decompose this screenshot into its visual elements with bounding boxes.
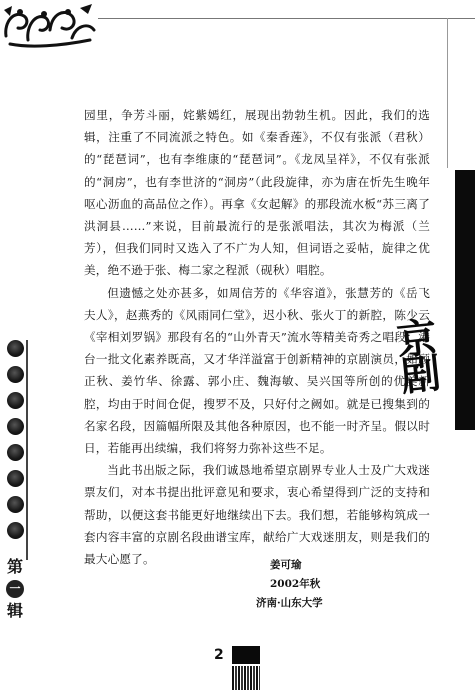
bullet-dot-icon [7, 418, 24, 435]
author-name: 姜可瑜 [270, 559, 302, 571]
volume-suffix: 辑 [6, 601, 23, 620]
bullet-dot-icon [7, 470, 24, 487]
side-dot-column [4, 340, 30, 548]
bullet-dot-icon [7, 522, 24, 539]
bullet-dot-icon [7, 340, 24, 357]
section-tab [455, 170, 475, 430]
paragraph: 当此书出版之际，我们诚恳地希望京剧界专业人士及广大戏迷票友们，对本书提出批评意见和要求，衷心希望得到广泛的支持和帮助，以便这套书能更好地继续出下去。我们想，若能够构筑成一套内容丰富的京剧名段曲谱宝库，献给广大戏迷朋友，则是我们的最大心愿了。 [84, 463, 430, 567]
bullet-dot-icon [7, 444, 24, 461]
bullet-dot-icon [7, 392, 24, 409]
signature-block [256, 556, 376, 613]
preface-text [84, 104, 430, 570]
page-strip [232, 666, 260, 690]
paragraph: 园里，争芳斗丽，姹紫嫣红，展现出勃勃生机。因此，我们的选辑，注重了不同流派之特色。如《秦香莲》，不仅有张派（君秋）的“琵琶词”，也有李维康的“琵琶词”。《龙凤呈祥》，不仅有张派的“洞房”，也有李世济的“洞房”（此段旋律，亦为唐在忻先生晚年呕心沥血的高品位之作）。再拿《女起解》的那段流水板“苏三离了洪洞县……”来说，目前最流行的是张派唱法，其次为梅派（兰芳），但我们同时又选入了不广为人知，但词语之妥帖，旋律之优美，绝不逊于张、梅二家之程派（砚秋）唱腔。 [84, 108, 430, 278]
header-rule [98, 18, 475, 19]
volume-label [4, 556, 26, 622]
page-tab [232, 646, 260, 664]
right-margin-rule [447, 18, 448, 168]
bullet-dot-icon [7, 366, 24, 383]
bullet-dot-icon [7, 496, 24, 513]
volume-prefix: 第 [6, 557, 23, 576]
calligraphy-title: 京剧 [388, 315, 443, 393]
signature-place: 济南·山东大学 [256, 597, 323, 609]
signature-date: 2002年秋 [270, 578, 321, 590]
volume-number: 一 [6, 580, 24, 598]
paragraph: 但遗憾之处亦甚多，如周信芳的《华容道》，张慧芳的《岳飞夫人》，赵燕秀的《风雨同仁堂》，迟小秋、张火丁的新腔，陈少云《宰相刘罗锅》那段有名的“山外青天”流水等精美奇秀之唱段；港台一批文化素养既高，又才华洋溢富于创新精神的京剧演员，如顾正秋、姜竹华、徐露、郭小庄、魏海敏、吴兴国等所创的优美新腔，均由于时间仓促，搜罗不及，只好付之阙如。就是已搜集到的名家名段，因篇幅所限及其他各种原因，也不能一时齐呈。假以时日，若能再出续编，我们将努力弥补这些不足。 [84, 285, 430, 456]
page-number: 2 [214, 647, 224, 663]
dragon-ornament-icon [0, 0, 100, 52]
